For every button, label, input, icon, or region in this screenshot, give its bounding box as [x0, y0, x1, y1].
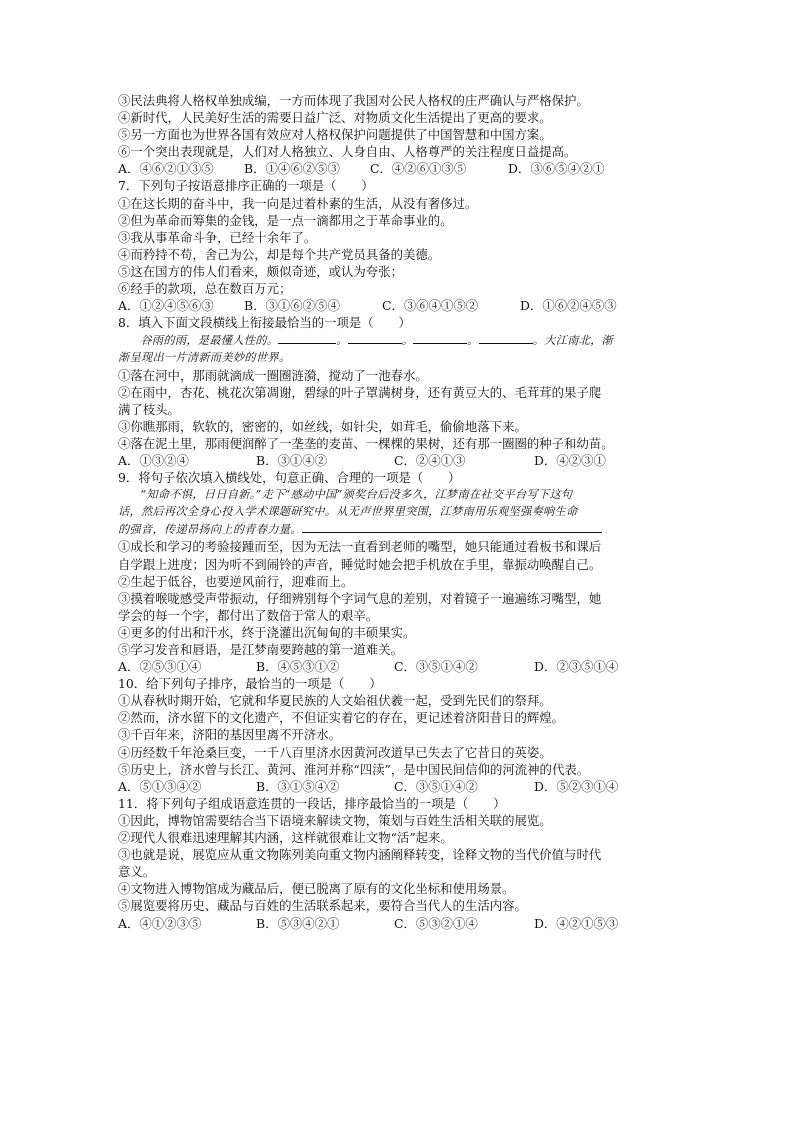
question-stem: 9．将句子依次填入横线处，句意正确、合理的一项是（ ）	[118, 470, 461, 486]
option-a: A．④①②③⑤	[118, 915, 202, 931]
answer-options	[118, 915, 678, 932]
option-b: B．③①⑤④②	[256, 778, 340, 794]
sentence-item: ⑤另一方面也为世界各国有效应对人格权保护问题提供了中国智慧和中国方案。	[118, 127, 552, 143]
sentence-item: 自学跟上进度；因为听不到闹铃的声音，睡觉时她会把手机放在手里，靠振动唤醒自己。	[118, 556, 602, 572]
sentence-item: ①在这长期的奋斗中，我一向是过着朴素的生活，从没有奢侈过。	[118, 195, 478, 211]
question-stem: 8．填入下面文段横线上衔接最恰当的一项是（ ）	[118, 315, 411, 331]
option-c: C．④②⑥①③⑤	[370, 161, 467, 177]
sentence-item: ④文物进入博物馆成为藏品后，便已脱离了原有的文化坐标和使用场景。	[118, 881, 515, 897]
sentence-item: ③民法典将人格权单独成编，一方而体现了我国对公民人格权的庄严确认与严格保护。	[118, 93, 589, 108]
sentence-item: 学会的每一个字，都付出了数倍于常人的艰辛。	[118, 607, 379, 623]
question-7	[118, 177, 678, 314]
sentence-item: ③也就是说，展览应从重文物陈列美向重文物内涵阐释转变，诠释文物的当代价值与时代	[118, 847, 602, 863]
question-8	[118, 314, 678, 469]
sentence-item: ⑤这在国方的伟人们看来，颇似奇迹，或认为夸张；	[118, 263, 403, 279]
option-c: C．③⑤①④②	[394, 778, 478, 794]
sentence-item: ②生起于低谷，也要逆风前行，迎难而上。	[118, 573, 354, 589]
option-b: B．③①④②	[256, 452, 328, 468]
reading-passage-cont: 话，然后再次全身心投入学术课题研究中。从无声世界里突围，江梦南用乐观坚强奏响生命	[118, 505, 578, 519]
document-page	[118, 92, 678, 932]
sentence-item: ①因此，博物馆需要结合当下语境来解读文物，策划与百姓生活相关联的展览。	[118, 812, 552, 828]
sentence-item: ①成长和学习的考验接踵而至，因为无法一直看到老师的嘴型，她只能通过看板书和课后	[118, 539, 602, 555]
option-c: C．③⑤①④②	[394, 659, 478, 675]
passage-punct: 。	[467, 334, 479, 348]
option-c: C．③⑥④①⑤②	[382, 298, 479, 314]
reading-passage: “知命不惧，日日自新。”走下“感动中国”颁奖台后没多久，江梦南在社交平台写下这句	[140, 488, 573, 502]
passage-text: 的强音，传递昂扬向上的青春力量。	[118, 523, 302, 537]
option-a: A．①②④⑤⑥③	[118, 298, 214, 314]
sentence-item: ④落在泥土里，那雨便润醉了一垄垄的麦苗、一棵棵的果树，还有那一圈圈的种子和幼苗。	[118, 435, 614, 451]
sentence-item: ①从春秋时期开始，它就和华夏民族的人文始祖伏羲一起，受到先民们的祭拜。	[118, 693, 552, 709]
option-b: B．⑤③④②①	[256, 915, 340, 931]
fill-blank	[348, 331, 402, 344]
fill-blank	[302, 520, 602, 533]
sentence-item: ⑥经手的款项，总在数百万元；	[118, 281, 292, 297]
reading-passage-cont	[118, 520, 678, 538]
fill-blank	[278, 331, 336, 344]
question-10	[118, 675, 678, 795]
sentence-item: ③摸着喉咙感受声带振动，仔细辨别每个字词气息的差别，对着镜子一遍遍练习嘴型，她	[118, 590, 602, 606]
sentence-item: ⑥一个突出表现就是，人们对人格独立、人身自由、人格尊严的关注程度日益提高。	[118, 144, 577, 160]
option-c: C．⑤③②①④	[394, 915, 478, 931]
answer-options	[118, 452, 678, 469]
answer-options	[118, 160, 678, 177]
option-a: A．①③②④	[118, 452, 189, 468]
reading-passage-cont: 渐呈现出一片清新而美妙的世界。	[118, 351, 291, 365]
option-b: B．③①⑥②⑤④	[244, 298, 340, 314]
option-a: A．④⑥②①③⑤	[118, 161, 214, 177]
sentence-item: ④历经数千年沧桑巨变，一千八百里济水因黄河改道早已失去了它昔日的英姿。	[118, 744, 552, 760]
option-a: A．②⑤③①④	[118, 659, 202, 675]
fill-blank	[413, 331, 467, 344]
option-b: B．①④⑥②⑤③	[244, 161, 340, 177]
sentence-item: ③我从事革命斗争，已经十余年了。	[118, 229, 317, 245]
question-11	[118, 795, 678, 932]
fill-blank	[479, 331, 533, 344]
option-d: D．①⑥②④⑤③	[520, 298, 617, 314]
option-d: D．⑤②③①④	[534, 778, 619, 794]
option-a: A．⑤①③④②	[118, 778, 202, 794]
sentence-item: ⑤历史上，济水曾与长江、黄河、淮河并称“四渎”，是中国民间信仰的河流神的代表。	[118, 761, 590, 777]
sentence-item: ④而矜持不苟，舍己为公，却是每个共产党员具备的美德。	[118, 246, 441, 262]
passage-punct: 。	[401, 334, 414, 348]
sentence-item: ④更多的付出和汗水，终于浇灌出沉甸甸的丰硕果实。	[118, 624, 416, 640]
question-9	[118, 469, 678, 675]
answer-options	[118, 297, 678, 314]
sentence-item: 意义。	[118, 864, 156, 880]
passage-punct: 。	[336, 334, 348, 348]
sentence-item: ②现代人很难迅速理解其内涵，这样就很难让文物“活”起来。	[118, 830, 453, 846]
option-d: D．③⑥⑤④②①	[508, 161, 605, 177]
sentence-item: ⑤展览要将历史、藏品与百姓的生活联系起来，要符合当代人的生活内容。	[118, 898, 527, 914]
option-d: D．④②①⑤③	[534, 915, 619, 931]
sentence-item: ④新时代，人民美好生活的需要日益广泛、对物质文化生活提出了更高的要求。	[118, 110, 552, 126]
sentence-item: ②在雨中，杏花、桃花次第凋谢，碧绿的叶子罩满树身，还有黄豆大的、毛茸茸的果子爬	[118, 384, 602, 400]
option-d: D．④②③①	[534, 452, 606, 468]
passage-text: 。大江南北，渐	[532, 334, 614, 348]
option-b: B．④⑤③①②	[256, 659, 340, 675]
question-stem: 10．给下列句子排序，最恰当的一项是（ ）	[118, 676, 382, 692]
sentence-item: ①落在河中，那雨就滴成一圈圈涟漪，搅动了一池春水。	[118, 367, 428, 383]
sentence-item: ③千百年来，济阳的基因里离不开济水。	[118, 727, 342, 743]
question-stem: 11．将下列句子组成语意连贯的一段话，排序最恰当的一项是（ ）	[118, 795, 506, 811]
reading-passage	[118, 331, 678, 349]
sentence-item: ②然而，济水留下的文化遗产，不但证实着它的存在，更记述着济阳昔日的辉煌。	[118, 710, 565, 726]
question-stem: 7．下列句子按语意排序正确的一项是（ ）	[118, 178, 374, 194]
sentence-item: ③你瞧那雨，软软的，密密的，如丝线，如针尖，如茸毛，偷偷地落下来。	[118, 418, 527, 434]
passage-text: 谷雨的雨，是最懂人性的。	[140, 334, 279, 348]
answer-options	[118, 778, 678, 795]
option-d: D．②③⑤①④	[534, 659, 619, 675]
option-c: C．②④①③	[394, 452, 466, 468]
answer-options	[118, 658, 678, 675]
sentence-item: 满了枝头。	[118, 401, 180, 417]
sentence-item: ②但为革命而筹集的金钱，是一点一滴都用之于革命事业的。	[118, 212, 453, 228]
previous-question-items	[118, 92, 678, 177]
sentence-item: ⑤学习发音和唇语，是江梦南要跨越的第一道难关。	[118, 642, 403, 657]
